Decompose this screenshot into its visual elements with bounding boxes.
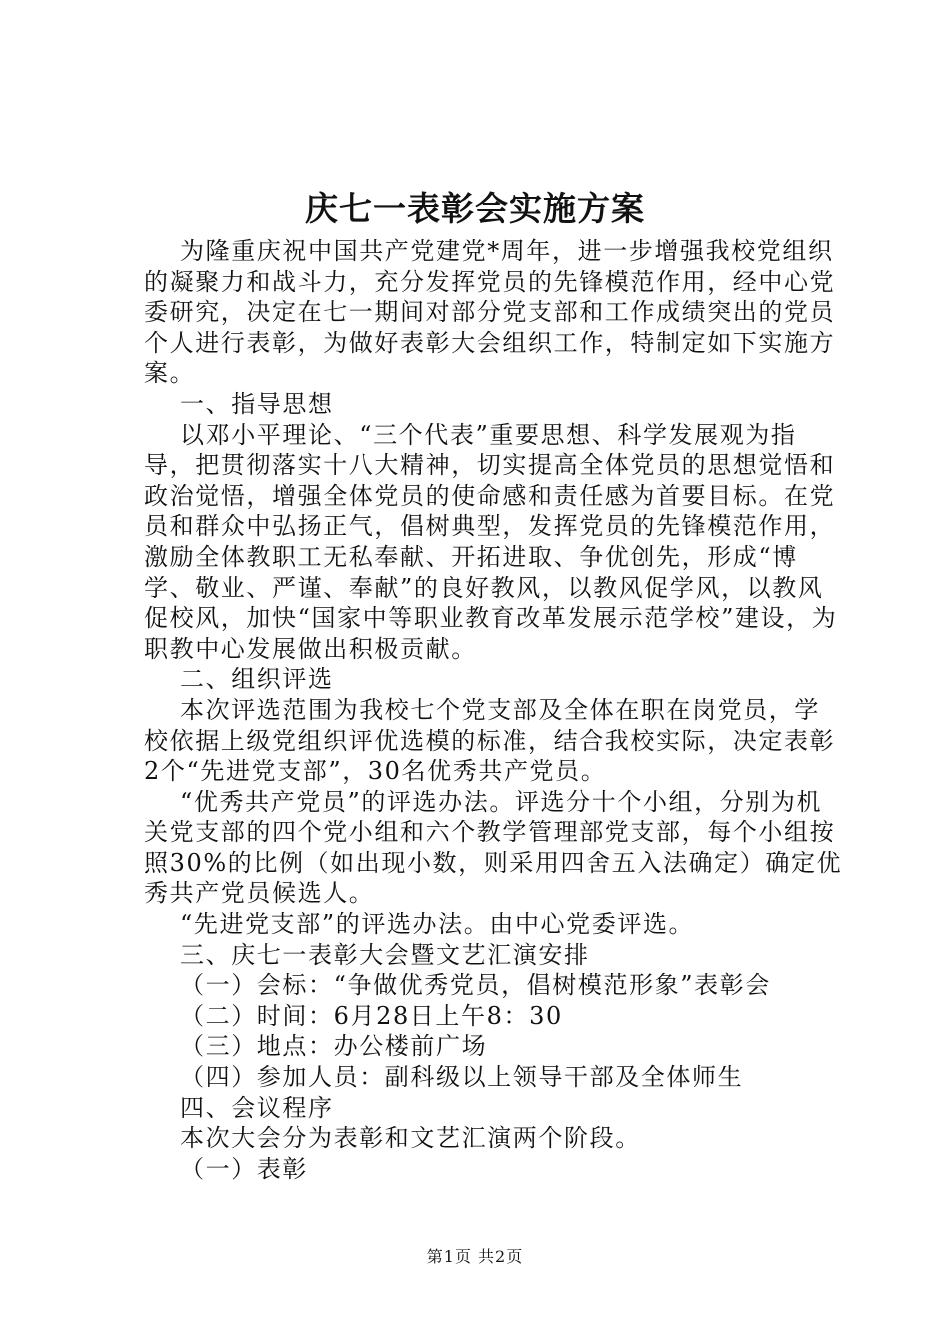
page-title: 庆七一表彰会实施方案 — [305, 189, 645, 228]
section-heading-2: 二、组织评选 — [180, 665, 334, 694]
section-heading-3: 三、庆七一表彰大会暨文艺汇演安排 — [180, 940, 590, 969]
subheading-commendation: （一）表彰 — [180, 1154, 308, 1183]
paragraph-guiding-thought: 以邓小平理论、“三个代表”重要思想、科学发展观为指导，把贯彻落实十八大精神，切实提高全体党员的思想觉悟和政治觉悟，增强全体党员的使命感和责任感为首要目标。在党员和群众中弘扬正气，倡树典型，发挥党员的先锋模范作用，激励全体教职工无私奉献、开拓进取、争优创先，形成“博学、敬业、严谨、奉献”的良好教风，以教风促学风，以教风促校风，加快“国家中等职业教育改革发展示范学校”建设，为职教中心发展做出积极贡献。 — [144, 420, 838, 663]
section-heading-4: 四、会议程序 — [180, 1093, 334, 1122]
page-footer: 第1页 共2页 — [426, 1247, 524, 1266]
item-location: （三）地点：办公楼前广场 — [180, 1032, 488, 1061]
item-banner: （一）会标：“争做优秀党员，倡树模范形象”表彰会 — [180, 971, 771, 1000]
paragraph-excellent-member-method: “优秀共产党员”的评选办法。评选分十个小组，分别为机关党支部的四个党小组和六个教学管理部党支部，每个小组按照30%的比例（如出现小数，则采用四舍五入法确定）确定优秀共产党员候选人。 — [144, 787, 843, 908]
paragraph-selection-scope: 本次评选范围为我校七个党支部及全体在职在岗党员，学校依据上级党组织评优选模的标准，结合我校实际，决定表彰2个“先进党支部”，30名优秀共产党员。 — [144, 695, 836, 786]
paragraph-advanced-branch-method: “先进党支部”的评选办法。由中心党委评选。 — [180, 910, 695, 939]
item-participants: （四）参加人员：副科级以上领导干部及全体师生 — [180, 1063, 744, 1092]
section-heading-1: 一、指导思想 — [180, 389, 334, 418]
paragraph-intro: 为隆重庆祝中国共产党建党*周年，进一步增强我校党组织的凝聚力和战斗力，充分发挥党员的先锋模范作用，经中心党委研究，决定在七一期间对部分党支部和工作成绩突出的党员个人进行表彰，为做好表彰大会组织工作，特制定如下实施方案。 — [144, 237, 836, 388]
document-body — [144, 236, 844, 1184]
paragraph-meeting-stages: 本次大会分为表彰和文艺汇演两个阶段。 — [180, 1124, 641, 1153]
item-time: （二）时间：6月28日上午8：30 — [180, 1001, 563, 1030]
